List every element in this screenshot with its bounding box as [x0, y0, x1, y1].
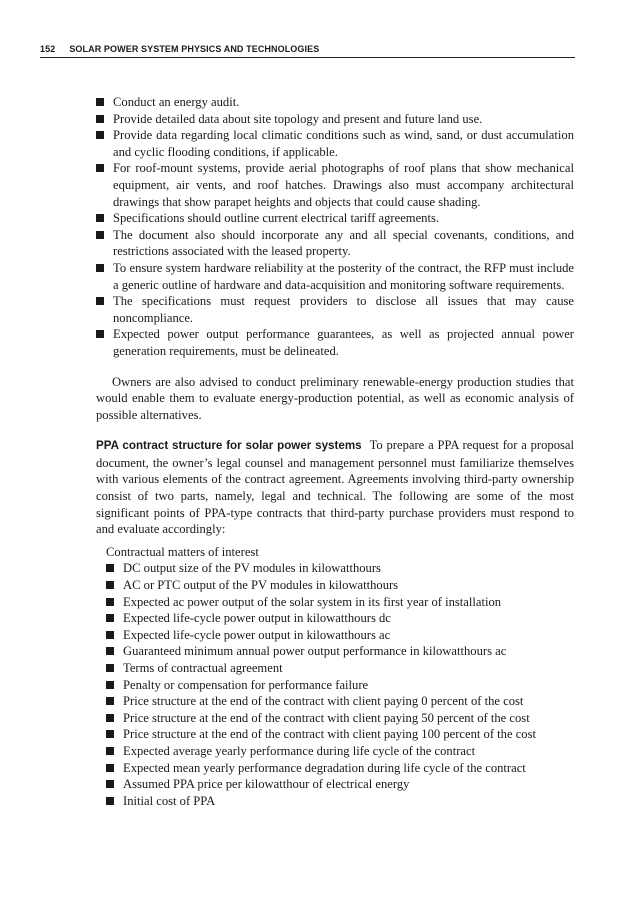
square-bullet-icon	[106, 631, 114, 639]
list-item: Penalty or compensation for performance failure	[106, 677, 574, 694]
square-bullet-icon	[106, 664, 114, 672]
square-bullet-icon	[106, 581, 114, 589]
square-bullet-icon	[96, 115, 104, 123]
square-bullet-icon	[106, 747, 114, 755]
list-item: Provide detailed data about site topology and present and future land use.	[96, 111, 574, 128]
square-bullet-icon	[106, 780, 114, 788]
requirements-list	[96, 94, 574, 360]
list-item: The specifications must request providers to disclose all issues that may cause noncompliance.	[96, 293, 574, 326]
square-bullet-icon	[106, 714, 114, 722]
running-title: SOLAR POWER SYSTEM PHYSICS AND TECHNOLOGIES	[69, 44, 320, 54]
square-bullet-icon	[96, 297, 104, 305]
ppa-paragraph	[96, 437, 574, 538]
square-bullet-icon	[106, 764, 114, 772]
list-item: Expected life-cycle power output in kilowatthours ac	[106, 627, 574, 644]
square-bullet-icon	[106, 564, 114, 572]
contractual-list	[106, 560, 574, 809]
square-bullet-icon	[106, 647, 114, 655]
contractual-title: Contractual matters of interest	[106, 544, 259, 559]
square-bullet-icon	[96, 131, 104, 139]
contractual-matters	[106, 544, 574, 810]
square-bullet-icon	[106, 730, 114, 738]
square-bullet-icon	[96, 164, 104, 172]
list-item: Expected average yearly performance during life cycle of the contract	[106, 743, 574, 760]
list-item: DC output size of the PV modules in kilowatthours	[106, 560, 574, 577]
square-bullet-icon	[106, 681, 114, 689]
list-item: Expected mean yearly performance degradation during life cycle of the contract	[106, 760, 574, 777]
list-item: Price structure at the end of the contract with client paying 0 percent of the cost	[106, 693, 574, 710]
list-item: Guaranteed minimum annual power output performance in kilowatthours ac	[106, 643, 574, 660]
list-item: Price structure at the end of the contract with client paying 100 percent of the cost	[106, 726, 574, 743]
list-item: Expected life-cycle power output in kilowatthours dc	[106, 610, 574, 627]
list-item: Expected ac power output of the solar system in its first year of installation	[106, 594, 574, 611]
page-body	[96, 94, 574, 809]
list-item: AC or PTC output of the PV modules in kilowatthours	[106, 577, 574, 594]
list-item: Initial cost of PPA	[106, 793, 574, 810]
square-bullet-icon	[96, 214, 104, 222]
list-item: Assumed PPA price per kilowatthour of electrical energy	[106, 776, 574, 793]
list-item: Terms of contractual agreement	[106, 660, 574, 677]
list-item: Expected power output performance guarantees, as well as projected annual power generation requirements, must be delineated.	[96, 326, 574, 359]
list-item: Price structure at the end of the contract with client paying 50 percent of the cost	[106, 710, 574, 727]
square-bullet-icon	[96, 98, 104, 106]
page-number: 152	[40, 44, 56, 54]
square-bullet-icon	[96, 231, 104, 239]
ppa-text: To prepare a PPA request for a proposal document, the owner’s legal counsel and management personnel must familiarize themselves with various elements of the contract agreement. Agreements involving third-party ownership consist of two parts, namely, legal and technical. The following are some of the most significant points of PPA-type contracts that third-party purchase providers must respond to and evaluate accordingly:	[96, 438, 574, 537]
square-bullet-icon	[106, 614, 114, 622]
list-item: Specifications should outline current electrical tariff agreements.	[96, 210, 574, 227]
running-header	[40, 44, 575, 58]
list-item: The document also should incorporate any and all special covenants, conditions, and restrictions associated with the leased property.	[96, 227, 574, 260]
owners-paragraph: Owners are also advised to conduct preliminary renewable-energy production studies that would enable them to evaluate energy-production potential, as well as economic analysis of possible alternatives.	[96, 374, 574, 422]
square-bullet-icon	[106, 697, 114, 705]
list-item: For roof-mount systems, provide aerial photographs of roof plans that show mechanical equipment, air vents, and roof hatches. Drawings also must accompany architectural drawings that show parapet heights and objects that could cause shading.	[96, 160, 574, 210]
list-item: Provide data regarding local climatic conditions such as wind, sand, or dust accumulation and cyclic flooding conditions, if applicable.	[96, 127, 574, 160]
list-item: Conduct an energy audit.	[96, 94, 574, 111]
square-bullet-icon	[106, 598, 114, 606]
list-item: To ensure system hardware reliability at the posterity of the contract, the RFP must include a generic outline of hardware and data-acquisition and monitoring software requirements.	[96, 260, 574, 293]
square-bullet-icon	[106, 797, 114, 805]
square-bullet-icon	[96, 264, 104, 272]
ppa-heading: PPA contract structure for solar power systems	[96, 439, 362, 453]
square-bullet-icon	[96, 330, 104, 338]
